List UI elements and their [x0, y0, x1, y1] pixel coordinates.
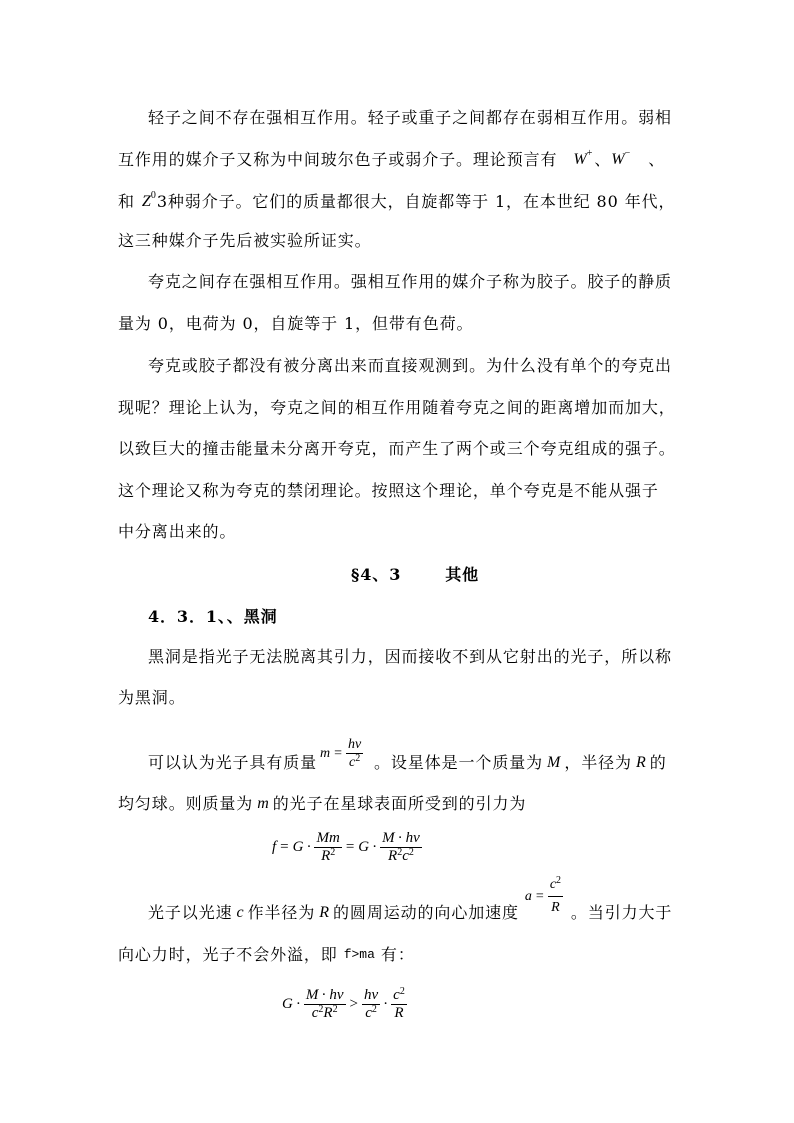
numerator-term: hν — [348, 736, 362, 752]
denominator-term: R — [551, 900, 560, 915]
gravity-formula — [272, 830, 422, 865]
text-segment: 作半径为 — [247, 903, 316, 922]
fraction — [304, 987, 346, 1022]
numerator-term: hν — [363, 987, 379, 1003]
leptons-line-4: 这三种媒介子先后被实验所证实。 — [118, 231, 372, 250]
text-segment: 光子以光速 — [148, 903, 233, 922]
variable-R: R — [635, 754, 646, 771]
exponent: 2 — [330, 846, 336, 858]
multiplication-dot: · — [397, 830, 403, 846]
denominator-term: c — [402, 848, 409, 864]
denominator-term: R — [388, 848, 398, 864]
denominator — [346, 754, 363, 771]
confinement-line-1: 夸克或胶子都没有被分离出来而直接观测到。为什么没有单个的夸克出 — [148, 356, 672, 375]
multiplication-dot: · — [321, 987, 327, 1003]
section-heading — [351, 564, 479, 586]
formula-lhs: f — [272, 839, 277, 855]
separator: 、 — [648, 150, 666, 169]
denominator-term: R — [321, 848, 331, 864]
numerator — [380, 830, 422, 848]
black-hole-line-2: 为黑洞。 — [118, 688, 186, 707]
text-segment: 。当引力大于 — [570, 903, 673, 922]
fraction — [391, 987, 407, 1022]
photon-mass-line-2 — [118, 793, 526, 815]
w-minus-boson-symbol: W — [611, 151, 625, 168]
leptons-line-1: 轻子之间不存在强相互作用。轻子或重子之间都存在弱相互作用。弱相 — [148, 108, 672, 127]
denominator — [314, 848, 341, 865]
quarks-line-2: 量为 0，电荷为 0，自旋等于 1，但带有色荷。 — [118, 314, 474, 333]
numerator — [314, 830, 341, 848]
text-segment: 向心力时，光子不会外溢，即 — [118, 945, 338, 964]
variable-m: m — [257, 795, 269, 812]
multiplication-dot: · — [383, 996, 389, 1012]
text-segment: ，半径为 — [564, 753, 632, 772]
text-segment: 和 — [118, 192, 135, 211]
formula-body — [320, 736, 363, 771]
w-minus-charge: − — [624, 148, 631, 159]
acceleration-formula — [524, 875, 571, 924]
numerator — [304, 987, 346, 1005]
z-boson-symbol: Z — [141, 193, 151, 210]
numerator-term: hν — [405, 830, 420, 846]
text-segment: 。设星体是一个质量为 — [374, 753, 544, 772]
exponent: 2 — [318, 1003, 324, 1015]
confinement-line-2: 现呢？理论上认为，夸克之间的相互作用随着夸克之间的距离增加而加大， — [118, 398, 676, 417]
exponent: 2 — [371, 1003, 377, 1015]
multiplication-dot: · — [372, 839, 378, 855]
text-segment: 的圆周运动的向心加速度 — [333, 903, 519, 922]
denominator-term: c — [311, 1005, 319, 1021]
leptons-line-2 — [118, 149, 665, 171]
numerator-term: hν — [329, 987, 344, 1003]
equals-sign: = — [345, 839, 355, 855]
text-segment: 3种弱介子。它们的质量都很大，自旋都等于 1，在本世纪 80 年代， — [156, 192, 676, 211]
leptons-line-3 — [118, 191, 675, 213]
denominator-term: c — [349, 754, 356, 770]
gravitational-constant: G — [358, 839, 370, 855]
greater-than-sign: > — [349, 996, 358, 1012]
text-segment: 均匀球。则质量为 — [118, 794, 254, 813]
denominator — [391, 1005, 407, 1022]
photon-mass-line-1 — [148, 736, 667, 774]
exponent: 2 — [408, 846, 414, 858]
fraction — [346, 736, 363, 771]
numerator-term: c — [393, 987, 400, 1003]
acceleration-line-2 — [118, 944, 415, 966]
multiplication-dot: · — [295, 996, 301, 1012]
text-segment: 的 — [649, 753, 667, 772]
acceleration-line-1 — [148, 875, 673, 924]
w-plus-boson-symbol: W — [573, 151, 587, 168]
denominator-term: R — [323, 1005, 333, 1021]
exponent: 2 — [397, 846, 403, 858]
subsection-heading: 4．3．1、、黑洞 — [148, 607, 278, 626]
confinement-line-3: 以致巨大的撞击能量未分离开夸克，而产生了两个或三个夸克组成的强子。 — [118, 439, 676, 458]
text-segment: 的光子在星球表面所受到的引力为 — [272, 794, 527, 813]
fraction — [362, 987, 380, 1022]
equals-sign: = — [280, 839, 289, 855]
numerator-term: Mm — [316, 830, 340, 846]
w-plus-charge: + — [586, 148, 593, 159]
black-hole-line-1: 黑洞是指光子无法脱离其引力，因而接收不到从它射出的光子，所以称 — [148, 647, 672, 666]
equals-sign: = — [334, 745, 343, 761]
formula-lhs: m — [320, 745, 331, 761]
denominator — [380, 848, 422, 865]
separator: 、 — [594, 150, 612, 169]
fraction — [548, 874, 563, 919]
variable-c: c — [236, 904, 244, 921]
numerator — [362, 987, 380, 1005]
fraction — [380, 830, 422, 865]
section-title: 其他 — [445, 565, 480, 584]
exponent: 2 — [332, 1003, 338, 1015]
denominator-term: R — [394, 1005, 404, 1021]
text-segment: 可以认为光子具有质量 — [148, 753, 318, 772]
variable-R: R — [319, 904, 330, 921]
numerator-term: c — [549, 877, 557, 892]
formula-lhs: a — [524, 888, 532, 904]
numerator-term: M — [382, 830, 395, 846]
text-segment: 有： — [380, 945, 415, 964]
fraction — [314, 830, 341, 865]
confinement-line-4: 这个理论又称为夸克的禁闭理论。按照这个理论，单个夸克是不能从强子 — [118, 481, 659, 500]
confinement-line-5: 中分离出来的。 — [118, 522, 237, 541]
quarks-line-1: 夸克之间存在强相互作用。强相互作用的媒介子称为胶子。胶子的静质 — [148, 272, 672, 291]
inequality-formula — [282, 987, 407, 1022]
denominator-term: c — [365, 1005, 372, 1021]
gravitational-constant: G — [282, 996, 293, 1012]
exponent: 2 — [399, 985, 405, 997]
denominator — [304, 1005, 346, 1022]
section-number: §4、3 — [351, 565, 402, 584]
condition-expression: f>ma — [343, 947, 375, 962]
numerator — [548, 874, 563, 897]
multiplication-dot: · — [306, 839, 312, 855]
denominator — [362, 1005, 380, 1022]
denominator — [548, 897, 563, 919]
equals-sign: = — [535, 888, 544, 904]
variable-M: M — [547, 754, 561, 771]
numerator-term: M — [305, 987, 319, 1003]
text-segment: 互作用的媒介子又称为中间玻尔色子或弱介子。理论预言有 — [118, 150, 558, 169]
z-charge: 0 — [150, 190, 156, 201]
photon-mass-formula — [320, 736, 374, 774]
exponent: 2 — [355, 752, 361, 764]
formula-body — [525, 874, 563, 919]
numerator — [391, 987, 407, 1005]
gravitational-constant: G — [292, 839, 304, 855]
exponent: 2 — [556, 875, 562, 886]
